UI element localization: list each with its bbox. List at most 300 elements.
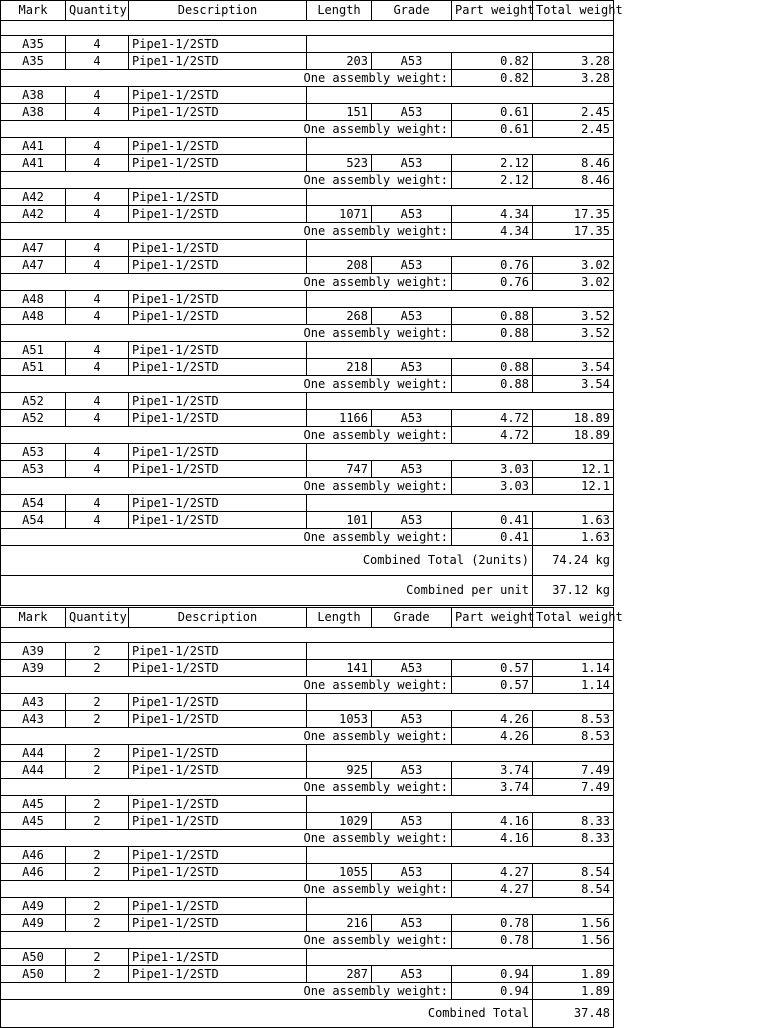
assembly-row [1, 694, 614, 711]
quantity-cell: 4 [66, 138, 129, 155]
length-cell: 141 [307, 660, 372, 677]
mark-cell: A49 [1, 898, 66, 915]
description-cell: Pipe1-1/2STD [129, 393, 307, 410]
description-cell: Pipe1-1/2STD [129, 342, 307, 359]
assembly-part-weight: 0.41 [452, 529, 533, 546]
assembly-row [1, 138, 614, 155]
grade-cell: A53 [372, 104, 452, 121]
quantity-cell: 2 [66, 796, 129, 813]
assembly-weight-row [1, 830, 614, 847]
assembly-part-weight: 0.88 [452, 325, 533, 342]
description-cell: Pipe1-1/2STD [129, 291, 307, 308]
assembly-weight-label: One assembly weight: [1, 325, 452, 342]
grade-cell: A53 [372, 155, 452, 172]
assembly-total-weight: 2.45 [533, 121, 614, 138]
assembly-row [1, 745, 614, 762]
total-weight-cell: 1.14 [533, 660, 614, 677]
empty-cell [307, 796, 614, 813]
description-cell: Pipe1-1/2STD [129, 36, 307, 53]
mark-cell: A41 [1, 138, 66, 155]
assembly-part-weight: 4.26 [452, 728, 533, 745]
part-weight-cell: 0.76 [452, 257, 533, 274]
column-header: Description [129, 608, 307, 628]
mark-cell: A35 [1, 36, 66, 53]
total-weight-cell: 1.56 [533, 915, 614, 932]
mark-cell: A41 [1, 155, 66, 172]
description-cell: Pipe1-1/2STD [129, 864, 307, 881]
assembly-weight-label: One assembly weight: [1, 274, 452, 291]
assembly-weight-row [1, 325, 614, 342]
quantity-cell: 4 [66, 240, 129, 257]
empty-cell [307, 495, 614, 512]
assembly-part-weight: 0.94 [452, 983, 533, 1000]
part-weight-cell: 4.16 [452, 813, 533, 830]
spacer-cell [1, 628, 614, 643]
assembly-weight-label: One assembly weight: [1, 779, 452, 796]
part-weight-cell: 0.82 [452, 53, 533, 70]
part-row [1, 762, 614, 779]
assembly-total-weight: 1.14 [533, 677, 614, 694]
column-header: Grade [372, 608, 452, 628]
quantity-cell: 2 [66, 966, 129, 983]
assembly-weight-row [1, 223, 614, 240]
mark-cell: A54 [1, 512, 66, 529]
assembly-weight-row [1, 677, 614, 694]
mark-cell: A53 [1, 444, 66, 461]
quantity-cell: 4 [66, 308, 129, 325]
quantity-cell: 4 [66, 342, 129, 359]
empty-cell [307, 342, 614, 359]
assembly-total-weight: 1.56 [533, 932, 614, 949]
empty-cell [307, 240, 614, 257]
quantity-cell: 2 [66, 898, 129, 915]
spacer-cell [1, 21, 614, 36]
assembly-weight-label: One assembly weight: [1, 172, 452, 189]
assembly-total-weight: 8.53 [533, 728, 614, 745]
part-weight-cell: 3.74 [452, 762, 533, 779]
part-row [1, 864, 614, 881]
assembly-part-weight: 3.03 [452, 478, 533, 495]
description-cell: Pipe1-1/2STD [129, 694, 307, 711]
assembly-weight-label: One assembly weight: [1, 881, 452, 898]
description-cell: Pipe1-1/2STD [129, 745, 307, 762]
assembly-row [1, 189, 614, 206]
combined-total-label: Combined Total [1, 1000, 533, 1028]
assembly-part-weight: 0.82 [452, 70, 533, 87]
description-cell: Pipe1-1/2STD [129, 796, 307, 813]
description-cell: Pipe1-1/2STD [129, 206, 307, 223]
length-cell: 203 [307, 53, 372, 70]
part-weight-cell: 0.57 [452, 660, 533, 677]
column-header: Mark [1, 608, 66, 628]
grade-cell: A53 [372, 53, 452, 70]
mark-cell: A54 [1, 495, 66, 512]
combined-total-row [1, 1000, 614, 1028]
mark-cell: A35 [1, 53, 66, 70]
assembly-part-weight: 0.88 [452, 376, 533, 393]
description-cell: Pipe1-1/2STD [129, 359, 307, 376]
assembly-part-weight: 4.72 [452, 427, 533, 444]
part-row [1, 257, 614, 274]
assembly-weight-label: One assembly weight: [1, 677, 452, 694]
mark-cell: A42 [1, 189, 66, 206]
quantity-cell: 2 [66, 643, 129, 660]
grade-cell: A53 [372, 762, 452, 779]
quantity-cell: 4 [66, 257, 129, 274]
description-cell: Pipe1-1/2STD [129, 847, 307, 864]
mark-cell: A42 [1, 206, 66, 223]
assembly-weight-label: One assembly weight: [1, 728, 452, 745]
mark-cell: A50 [1, 966, 66, 983]
assembly-weight-row [1, 376, 614, 393]
column-header: Description [129, 1, 307, 21]
column-header: Length [307, 608, 372, 628]
length-cell: 101 [307, 512, 372, 529]
quantity-cell: 4 [66, 359, 129, 376]
mark-cell: A46 [1, 864, 66, 881]
assembly-row [1, 291, 614, 308]
part-row [1, 660, 614, 677]
description-cell: Pipe1-1/2STD [129, 898, 307, 915]
grade-cell: A53 [372, 206, 452, 223]
length-cell: 216 [307, 915, 372, 932]
assembly-total-weight: 8.46 [533, 172, 614, 189]
description-cell: Pipe1-1/2STD [129, 966, 307, 983]
grade-cell: A53 [372, 813, 452, 830]
assembly-weight-label: One assembly weight: [1, 376, 452, 393]
grade-cell: A53 [372, 711, 452, 728]
column-header: Quantity [66, 608, 129, 628]
description-cell: Pipe1-1/2STD [129, 138, 307, 155]
empty-cell [307, 291, 614, 308]
description-cell: Pipe1-1/2STD [129, 949, 307, 966]
mark-cell: A43 [1, 694, 66, 711]
assembly-total-weight: 8.33 [533, 830, 614, 847]
grade-cell: A53 [372, 308, 452, 325]
assembly-weight-label: One assembly weight: [1, 121, 452, 138]
column-header: Grade [372, 1, 452, 21]
empty-cell [307, 393, 614, 410]
assembly-weight-row [1, 779, 614, 796]
empty-cell [307, 87, 614, 104]
quantity-cell: 4 [66, 87, 129, 104]
part-row [1, 206, 614, 223]
part-row [1, 308, 614, 325]
length-cell: 1055 [307, 864, 372, 881]
description-cell: Pipe1-1/2STD [129, 257, 307, 274]
part-row [1, 410, 614, 427]
assembly-row [1, 847, 614, 864]
spacer-row [1, 21, 614, 36]
quantity-cell: 4 [66, 512, 129, 529]
assembly-weight-row [1, 427, 614, 444]
assembly-weight-label: One assembly weight: [1, 529, 452, 546]
empty-cell [307, 949, 614, 966]
length-cell: 523 [307, 155, 372, 172]
length-cell: 1071 [307, 206, 372, 223]
assembly-part-weight: 0.57 [452, 677, 533, 694]
column-header: Quantity [66, 1, 129, 21]
part-row [1, 711, 614, 728]
mark-cell: A48 [1, 308, 66, 325]
mark-cell: A47 [1, 257, 66, 274]
assembly-row [1, 342, 614, 359]
part-weight-cell: 0.61 [452, 104, 533, 121]
assembly-weight-row [1, 881, 614, 898]
mark-cell: A38 [1, 87, 66, 104]
column-header: Total weight [533, 1, 614, 21]
assembly-weight-label: One assembly weight: [1, 223, 452, 240]
quantity-cell: 4 [66, 36, 129, 53]
total-weight-cell: 1.89 [533, 966, 614, 983]
part-weight-cell: 0.78 [452, 915, 533, 932]
empty-cell [307, 898, 614, 915]
mark-cell: A45 [1, 796, 66, 813]
description-cell: Pipe1-1/2STD [129, 444, 307, 461]
assembly-total-weight: 1.89 [533, 983, 614, 1000]
part-row [1, 813, 614, 830]
description-cell: Pipe1-1/2STD [129, 813, 307, 830]
length-cell: 218 [307, 359, 372, 376]
assembly-total-weight: 7.49 [533, 779, 614, 796]
description-cell: Pipe1-1/2STD [129, 155, 307, 172]
description-cell: Pipe1-1/2STD [129, 915, 307, 932]
combined-total-row [1, 546, 614, 576]
part-row [1, 915, 614, 932]
description-cell: Pipe1-1/2STD [129, 240, 307, 257]
assembly-row [1, 796, 614, 813]
assembly-part-weight: 0.78 [452, 932, 533, 949]
length-cell: 208 [307, 257, 372, 274]
assembly-weight-label: One assembly weight: [1, 932, 452, 949]
assembly-total-weight: 3.52 [533, 325, 614, 342]
grade-cell: A53 [372, 966, 452, 983]
quantity-cell: 2 [66, 711, 129, 728]
quantity-cell: 2 [66, 847, 129, 864]
mark-cell: A51 [1, 342, 66, 359]
mark-cell: A44 [1, 745, 66, 762]
assembly-part-weight: 3.74 [452, 779, 533, 796]
quantity-cell: 4 [66, 206, 129, 223]
part-weight-cell: 0.88 [452, 308, 533, 325]
description-cell: Pipe1-1/2STD [129, 410, 307, 427]
assembly-weight-row [1, 172, 614, 189]
assembly-row [1, 87, 614, 104]
assembly-total-weight: 12.1 [533, 478, 614, 495]
part-weight-cell: 0.88 [452, 359, 533, 376]
mark-cell: A48 [1, 291, 66, 308]
quantity-cell: 4 [66, 291, 129, 308]
total-weight-cell: 3.52 [533, 308, 614, 325]
grade-cell: A53 [372, 660, 452, 677]
empty-cell [307, 745, 614, 762]
quantity-cell: 4 [66, 189, 129, 206]
total-weight-cell: 3.02 [533, 257, 614, 274]
total-weight-cell: 3.54 [533, 359, 614, 376]
grade-cell: A53 [372, 257, 452, 274]
assembly-weight-row [1, 478, 614, 495]
description-cell: Pipe1-1/2STD [129, 711, 307, 728]
assembly-total-weight: 17.35 [533, 223, 614, 240]
bom-table-1 [0, 0, 623, 606]
assembly-total-weight: 3.54 [533, 376, 614, 393]
total-weight-cell: 12.1 [533, 461, 614, 478]
part-weight-cell: 4.27 [452, 864, 533, 881]
total-weight-cell: 8.53 [533, 711, 614, 728]
assembly-total-weight: 18.89 [533, 427, 614, 444]
quantity-cell: 2 [66, 813, 129, 830]
description-cell: Pipe1-1/2STD [129, 87, 307, 104]
empty-cell [307, 444, 614, 461]
length-cell: 925 [307, 762, 372, 779]
description-cell: Pipe1-1/2STD [129, 104, 307, 121]
description-cell: Pipe1-1/2STD [129, 762, 307, 779]
quantity-cell: 2 [66, 762, 129, 779]
total-weight-cell: 18.89 [533, 410, 614, 427]
empty-cell [307, 643, 614, 660]
per-unit-row [1, 576, 614, 606]
assembly-part-weight: 4.34 [452, 223, 533, 240]
length-cell: 287 [307, 966, 372, 983]
mark-cell: A50 [1, 949, 66, 966]
description-cell: Pipe1-1/2STD [129, 308, 307, 325]
description-cell: Pipe1-1/2STD [129, 512, 307, 529]
column-header: Length [307, 1, 372, 21]
part-weight-cell: 4.72 [452, 410, 533, 427]
grade-cell: A53 [372, 915, 452, 932]
total-weight-cell: 3.28 [533, 53, 614, 70]
column-header: Mark [1, 1, 66, 21]
quantity-cell: 4 [66, 104, 129, 121]
grade-cell: A53 [372, 512, 452, 529]
mark-cell: A49 [1, 915, 66, 932]
quantity-cell: 2 [66, 660, 129, 677]
assembly-total-weight: 1.63 [533, 529, 614, 546]
assembly-row [1, 36, 614, 53]
quantity-cell: 4 [66, 444, 129, 461]
assembly-row [1, 949, 614, 966]
assembly-weight-row [1, 121, 614, 138]
total-weight-cell: 17.35 [533, 206, 614, 223]
length-cell: 1029 [307, 813, 372, 830]
mark-cell: A53 [1, 461, 66, 478]
assembly-row [1, 444, 614, 461]
grade-cell: A53 [372, 410, 452, 427]
assembly-row [1, 643, 614, 660]
combined-total-value: 37.48 [533, 1000, 614, 1028]
mark-cell: A45 [1, 813, 66, 830]
description-cell: Pipe1-1/2STD [129, 53, 307, 70]
mark-cell: A47 [1, 240, 66, 257]
part-row [1, 155, 614, 172]
length-cell: 268 [307, 308, 372, 325]
total-weight-cell: 8.54 [533, 864, 614, 881]
header-row [1, 608, 614, 628]
quantity-cell: 4 [66, 410, 129, 427]
mark-cell: A39 [1, 643, 66, 660]
length-cell: 747 [307, 461, 372, 478]
part-row [1, 104, 614, 121]
length-cell: 151 [307, 104, 372, 121]
assembly-row [1, 898, 614, 915]
length-cell: 1053 [307, 711, 372, 728]
description-cell: Pipe1-1/2STD [129, 189, 307, 206]
assembly-weight-label: One assembly weight: [1, 70, 452, 87]
mark-cell: A46 [1, 847, 66, 864]
assembly-part-weight: 4.16 [452, 830, 533, 847]
part-row [1, 966, 614, 983]
assembly-weight-row [1, 932, 614, 949]
assembly-part-weight: 4.27 [452, 881, 533, 898]
length-cell: 1166 [307, 410, 372, 427]
quantity-cell: 2 [66, 915, 129, 932]
empty-cell [307, 847, 614, 864]
empty-cell [307, 189, 614, 206]
assembly-part-weight: 0.76 [452, 274, 533, 291]
description-cell: Pipe1-1/2STD [129, 461, 307, 478]
total-weight-cell: 8.46 [533, 155, 614, 172]
column-header: Total weight [533, 608, 614, 628]
part-weight-cell: 4.26 [452, 711, 533, 728]
grade-cell: A53 [372, 461, 452, 478]
quantity-cell: 4 [66, 155, 129, 172]
part-row [1, 53, 614, 70]
assembly-weight-label: One assembly weight: [1, 427, 452, 444]
header-row [1, 1, 614, 21]
quantity-cell: 2 [66, 864, 129, 881]
part-weight-cell: 2.12 [452, 155, 533, 172]
quantity-cell: 4 [66, 495, 129, 512]
total-weight-cell: 7.49 [533, 762, 614, 779]
spacer-row [1, 628, 614, 643]
assembly-weight-row [1, 728, 614, 745]
assembly-part-weight: 2.12 [452, 172, 533, 189]
part-weight-cell: 0.94 [452, 966, 533, 983]
mark-cell: A51 [1, 359, 66, 376]
mark-cell: A52 [1, 410, 66, 427]
assembly-weight-row [1, 529, 614, 546]
total-weight-cell: 2.45 [533, 104, 614, 121]
total-weight-cell: 1.63 [533, 512, 614, 529]
assembly-weight-label: One assembly weight: [1, 478, 452, 495]
per-unit-value: 37.12 kg [533, 576, 614, 606]
mark-cell: A52 [1, 393, 66, 410]
column-header: Part weight [452, 1, 533, 21]
quantity-cell: 2 [66, 745, 129, 762]
mark-cell: A38 [1, 104, 66, 121]
bom-table-2 [0, 607, 623, 1028]
assembly-row [1, 240, 614, 257]
empty-cell [307, 138, 614, 155]
part-row [1, 512, 614, 529]
description-cell: Pipe1-1/2STD [129, 643, 307, 660]
description-cell: Pipe1-1/2STD [129, 660, 307, 677]
empty-cell [307, 694, 614, 711]
mark-cell: A44 [1, 762, 66, 779]
mark-cell: A43 [1, 711, 66, 728]
part-row [1, 461, 614, 478]
assembly-weight-label: One assembly weight: [1, 983, 452, 1000]
assembly-row [1, 393, 614, 410]
assembly-row [1, 495, 614, 512]
part-weight-cell: 4.34 [452, 206, 533, 223]
assembly-weight-row [1, 274, 614, 291]
part-weight-cell: 0.41 [452, 512, 533, 529]
mark-cell: A39 [1, 660, 66, 677]
combined-total-value: 74.24 kg [533, 546, 614, 576]
grade-cell: A53 [372, 359, 452, 376]
total-weight-cell: 8.33 [533, 813, 614, 830]
